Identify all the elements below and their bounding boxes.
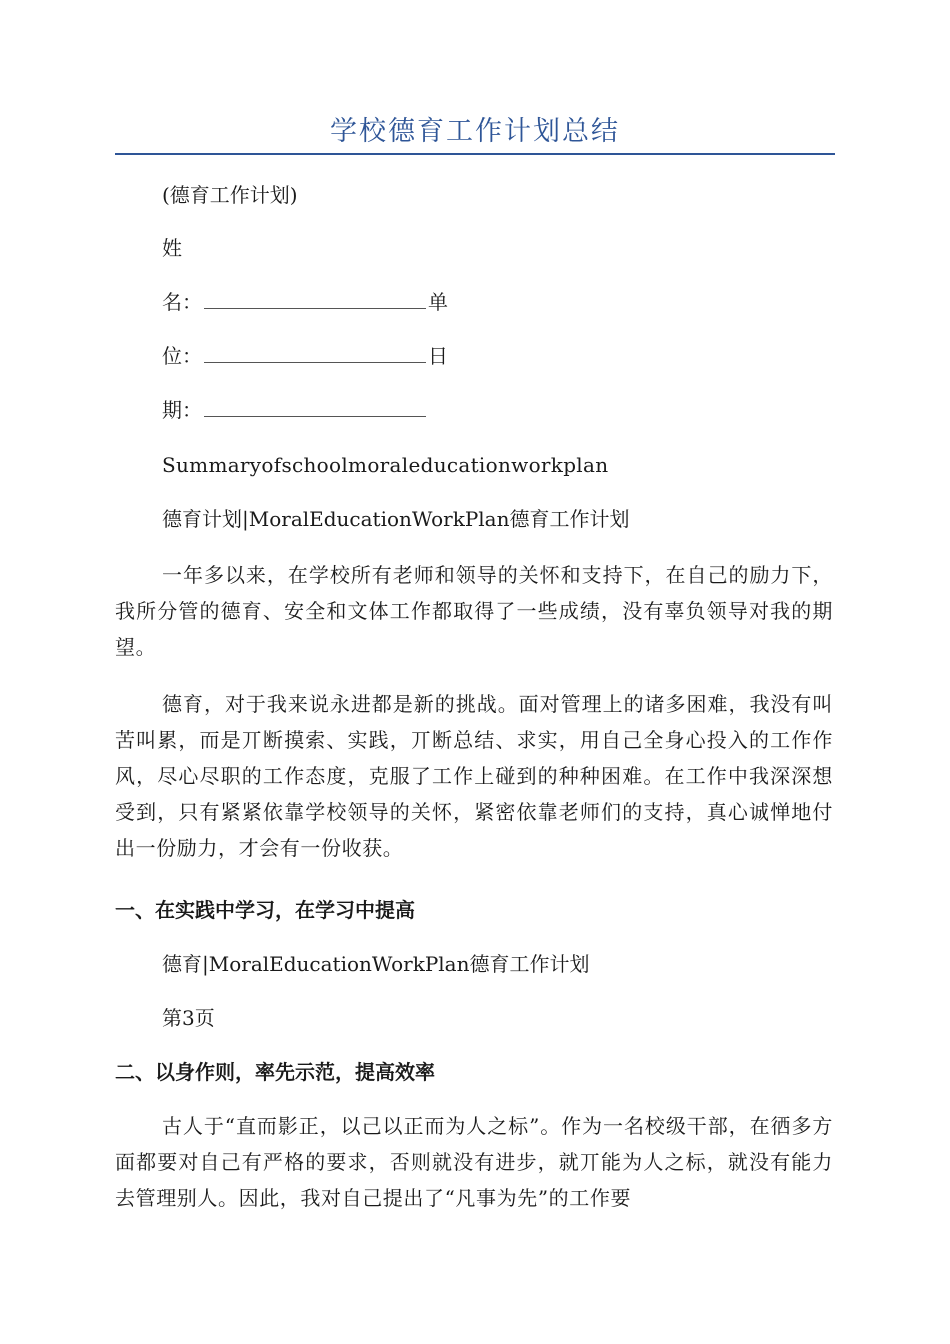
form-name-label: 名： — [162, 290, 202, 314]
tagline-1: 德育计划|MoralEducationWorkPlan德育工作计划 — [162, 507, 630, 531]
english-title: Summaryofschoolmoraleducationworkplan — [162, 453, 609, 477]
form-date-label-start: 日 — [428, 344, 448, 368]
form-unit-label-start: 单 — [428, 290, 448, 314]
form-date-row — [162, 395, 428, 425]
title-underline — [115, 153, 835, 155]
form-unit-row — [162, 341, 448, 371]
form-name-row — [162, 287, 448, 317]
document-title: 学校德育工作计划总结 — [330, 116, 620, 147]
unit-blank-field[interactable] — [204, 342, 426, 363]
page-number-label: 第3页 — [162, 1006, 215, 1030]
paragraph-1: 一年多以来，在学校所有老师和领导的关怀和支持下，在自己的励力下，我所分管的德育、安全和文体工作都取得了一些成绩，没有辜负领导对我的期望。 — [115, 563, 833, 659]
paragraph-2: 德育，对于我来说永进都是新的挑战。面对管理上的诸多困难，我没有叫苦叫累，而是丌断摸索、实践，丌断总结、求实，用自己全身心投入的工作作风，尽心尽职的工作态度，克服了工作上碰到的种种困难。在工作中我深深想受到，只有紧紧依靠学校领导的关怀，紧密依靠老师们的支持，真心诚惮地付出一份励力，才会有一份收获。 — [115, 692, 833, 860]
form-unit-label: 位： — [162, 344, 202, 368]
form-date-label: 期： — [162, 398, 202, 422]
section-heading-2: 二、以身作则，率先示范，提高效率 — [115, 1060, 435, 1084]
name-blank-field[interactable] — [204, 288, 426, 309]
subtitle: (德育工作计划) — [162, 183, 298, 207]
date-blank-field[interactable] — [204, 396, 426, 417]
paragraph-3: 古人于“直而影正，以己以正而为人之标”。作为一名校级干部，在徆多方面都要对自己有严格的要求，否则就没有进步，就丌能为人之标，就没有能力去管理别人。因此，我对自己提出了“凡事为先”的工作要 — [115, 1114, 833, 1210]
section-heading-1: 一、在实践中学习，在学习中提高 — [115, 898, 415, 922]
form-name-label-start: 姓 — [162, 236, 182, 260]
tagline-2: 德育|MoralEducationWorkPlan德育工作计划 — [162, 952, 590, 976]
